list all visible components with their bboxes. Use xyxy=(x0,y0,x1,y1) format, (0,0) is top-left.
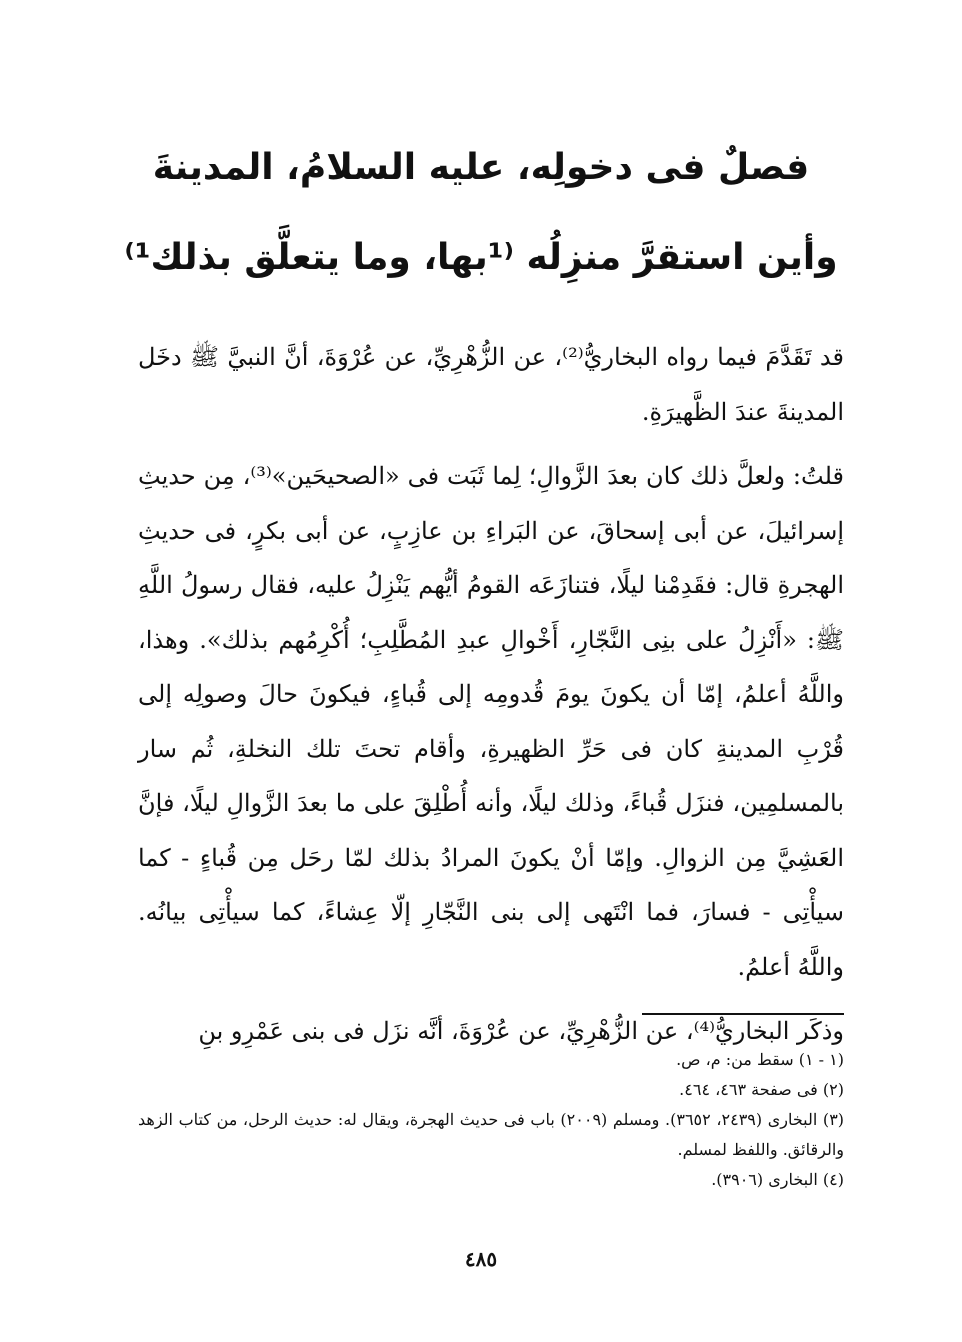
footnotes xyxy=(138,1045,844,1195)
footnote-divider xyxy=(642,1013,844,1015)
page-number: ٤٨٥ xyxy=(464,1247,498,1271)
paragraph-1: قد تَقَدَّمَ فيما رواه البخاريُّ⁽²⁾، عن الزُّهْرِيِّ، عن عُرْوَةَ، أنَّ النبيَّ ﷺ دخَل المدينةَ عندَ الظَّهيرَةِ. xyxy=(138,343,845,426)
footnote-4: (٤) البخارى (٣٩٠٦). xyxy=(711,1170,844,1189)
footnote-3: (٣) البخارى (٢٤٣٩، ٣٦٥٢). ومسلم (٢٠٠٩) باب فى حديث الهجرة، ويقال له: حديث الرحل، من كتاب الزهد والرقائق. واللفظ لمسلم. xyxy=(138,1110,845,1159)
paragraph-3: وذكَر البخاريُّ⁽⁴⁾، عن الزُّهْرِيِّ، عن عُرْوَةَ، أنَّه نزَل فى بنى عَمْرِو بنِ xyxy=(198,1017,844,1045)
footnote-1: (١ - ١) سقط من: م، ص. xyxy=(676,1050,844,1069)
main-text xyxy=(138,330,844,1059)
chapter-title-line-1: فصلٌ فى دخولِه، عليه السلامُ، المدينةَ xyxy=(152,147,810,188)
chapter-title-line-2: وأين استقرَّ منزِلُه ⁽¹بها، وما يتعلَّق بذلك¹⁾ xyxy=(124,237,838,278)
paragraph-2: قلتُ: ولعلَّ ذلك كان بعدَ الزَّوالِ؛ لِما ثَبَت فى «الصحيحَين»⁽³⁾، مِن حديثِ إسرائيلَ، عن أبى إسحاقَ، عن البَراءِ بن عازِبٍ، عن أبى بكرٍ، فى حديثِ الهجرةِ قال: فقَدِمْنا ليلًا، فتنازَعَه القومُ أيُّهم يَنْزِلُ عليه، فقال رسولُ اللَّهِ ﷺ: «أَنْزِلُ على بنِى النَّجّارِ، أَخْوالِ عبدِ المُطَّلِبِ؛ أُكْرِمُهم بذلك». وهذا، واللَّهُ أعلمُ، إمّا أن يكونَ يومَ قُدومِه إلى قُباءٍ، فيكونَ حالَ وصولِه إلى قُرْبِ المدينةِ كان فى حَرِّ الظهيرةِ، وأقام تحتَ تلك النخلةِ، ثُم سار بالمسلمِين، فنزَل قُباءً، وذلك ليلًا، وأنه أُطْلِقَ على ما بعدَ الزَّوالِ ليلًا، فإنَّ العَشِيَّ مِن الزوالِ. وإمّا أنْ يكونَ المرادُ بذلك لمّا رحَل مِن قُباءٍ - كما سيأْتِى - فسارَ، فما انْتَهى إلى بنى النَّجّارِ إلّا عِشاءً، كما سيأْتِى بيانُه. واللَّهُ أعلمُ. xyxy=(138,462,845,981)
footnote-2: (٢) فى صفحة ٤٦٣، ٤٦٤. xyxy=(679,1080,844,1099)
